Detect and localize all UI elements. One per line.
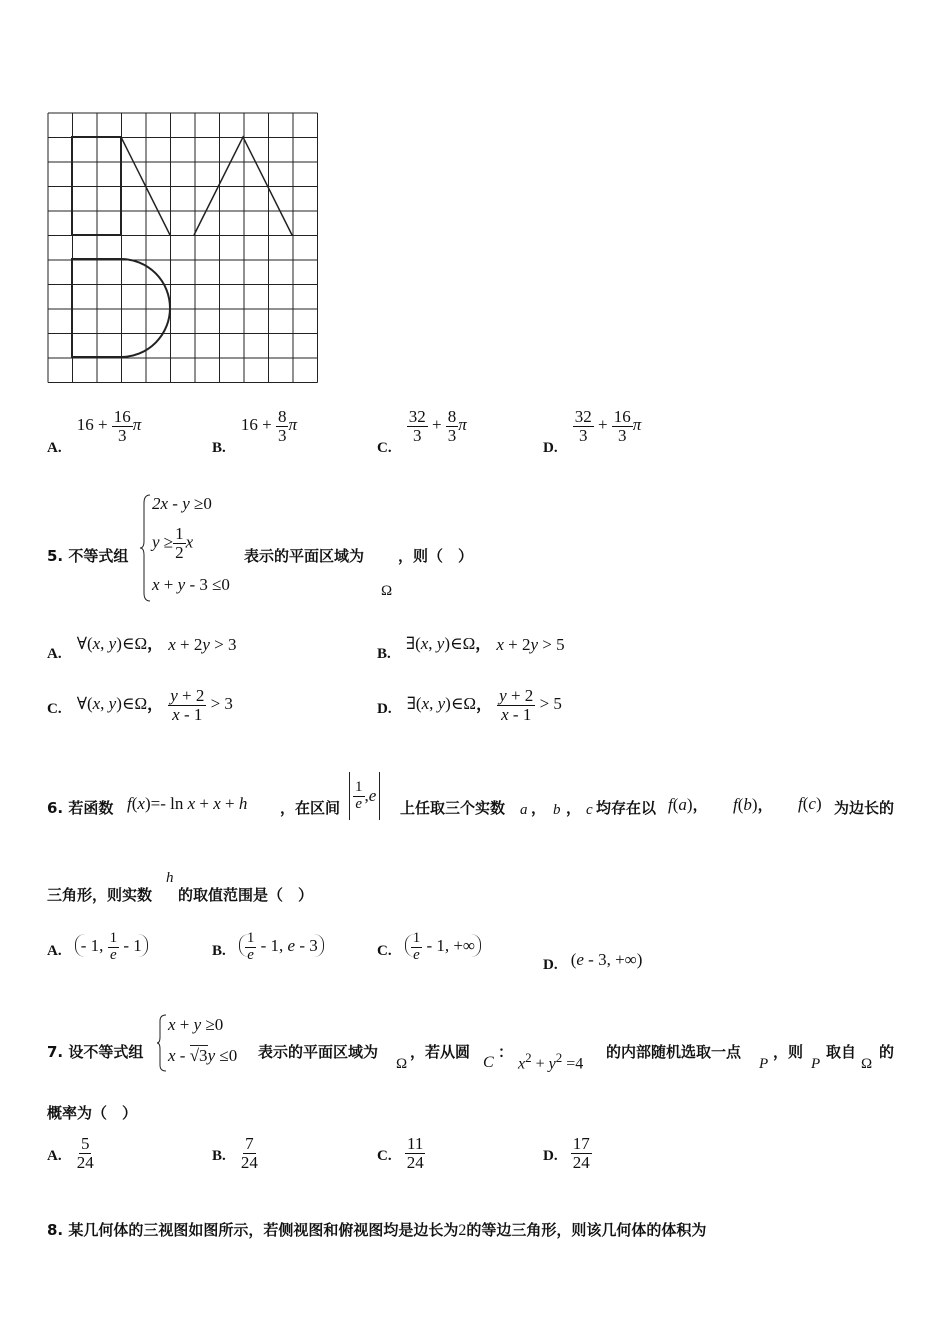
q6-text-4: 均存在以	[596, 799, 657, 817]
circle-equation: $x^2 + y^2 =4$	[518, 1050, 584, 1073]
q4-option-c[interactable]	[377, 407, 467, 457]
var-c: c	[586, 802, 593, 818]
question-number: 6.	[47, 799, 64, 817]
option-label: C.	[377, 1147, 392, 1164]
q7-text-3: ，若从圆	[410, 1043, 471, 1061]
q7-text-5: 的内部随机选取一点	[606, 1043, 742, 1061]
q6-function: f(x)=- ln x + x + h	[127, 794, 248, 813]
option-quant: ∃(x, y)∈Ω	[406, 694, 477, 714]
q5-option-b[interactable]: B. ∃(x, y)∈Ω， x + 2y > 5	[377, 634, 565, 662]
side-fa: f(a)，	[668, 795, 708, 814]
option-expr: (e - 3, +∞)	[570, 950, 643, 969]
q7-option-d[interactable]	[543, 1135, 592, 1172]
q5-option-c[interactable]: C. ∀(x, y)∈Ω， $\frac{y + 2}{x - 1}$ > 3	[47, 686, 233, 724]
q5-option-a[interactable]: A. ∀(x, y)∈Ω， x + 2y > 3	[47, 634, 237, 662]
omega-symbol: Ω	[396, 1056, 408, 1072]
three-view-figure	[47, 112, 321, 386]
q6-text-5: 为边长的	[834, 799, 895, 817]
question-text: 某几何体的三视图如图所示，若侧视图和俯视图均是边长为	[68, 1221, 459, 1239]
q7-text-8: 的	[879, 1043, 895, 1061]
option-quant: ∀(x, y)∈Ω	[76, 694, 148, 714]
point-p: P	[759, 1056, 769, 1072]
option-label: D.	[543, 957, 558, 973]
var-b: b	[553, 802, 561, 818]
option-expr: $\frac{1}{e}$ - 1, e - 3	[239, 934, 324, 957]
q7-option-b[interactable]	[212, 1135, 260, 1172]
q7-text-4: ：	[498, 1043, 514, 1061]
point-p: P	[811, 1056, 821, 1072]
side-fc: f(c)	[798, 794, 822, 813]
q6-line2b: 的取值范围是（ ）	[178, 886, 314, 904]
q5-stem-cont	[244, 545, 364, 566]
option-label: C.	[377, 440, 392, 457]
question-text: 不等式组	[68, 547, 129, 565]
q7-option-a[interactable]	[47, 1135, 96, 1172]
option-fraction: $\frac{7}{24}$	[240, 1134, 258, 1172]
var-h: h	[166, 870, 174, 886]
option-expr: - 1, $\frac{1}{e}$ - 1	[75, 934, 148, 957]
option-label: B.	[212, 440, 226, 457]
q5-ineq-3: x + y - 3 ≤0	[152, 575, 230, 594]
q6-text-3: 上任取三个实数	[400, 799, 506, 817]
grid-lines	[48, 113, 318, 383]
q7-option-c[interactable]	[377, 1135, 426, 1172]
question-text: 表示的平面区域为	[244, 547, 365, 565]
q6-option-c[interactable]	[377, 931, 481, 964]
option-cond: x + 2y > 3	[168, 635, 237, 654]
question-number: 8.	[47, 1221, 64, 1239]
q6-interval: $\frac{1}{e}$ , e	[349, 772, 380, 820]
q6-option-a[interactable]	[47, 931, 148, 964]
side-fb: f(b)，	[733, 795, 773, 814]
option-label: B.	[212, 943, 226, 960]
q7-ineq-2: x - √3y ≤0	[168, 1046, 238, 1065]
q7-text-6: ，则	[773, 1043, 804, 1061]
circle-c: C	[483, 1054, 494, 1071]
q5-stem-end: ，则（ ）	[398, 547, 474, 565]
option-label: B.	[212, 1147, 226, 1164]
option-label: D.	[543, 1147, 558, 1164]
option-expr: 16 + $\frac{8}{3}$ π	[240, 407, 297, 445]
q7-text-2: 表示的平面区域为	[258, 1043, 379, 1061]
q5-brace	[140, 493, 152, 603]
q4-option-b[interactable]	[212, 407, 297, 457]
q5-stem	[47, 545, 128, 566]
q7-ineq-1: x + y ≥0	[168, 1015, 224, 1034]
var-a: a	[520, 802, 528, 818]
question-text: 设不等式组	[68, 1043, 144, 1061]
option-label: A.	[47, 943, 62, 960]
q6-line2a: 三角形，则实数	[47, 886, 153, 904]
question-number: 7.	[47, 1043, 64, 1061]
side-length: 2	[458, 1222, 467, 1239]
omega-symbol: Ω	[861, 1056, 873, 1072]
q6-text-2: ，在区间	[280, 799, 341, 817]
q6-option-b[interactable]	[212, 931, 324, 964]
option-fraction: $\frac{17}{24}$	[572, 1134, 590, 1172]
option-label: D.	[543, 440, 558, 457]
option-label: A.	[47, 440, 62, 457]
q6-stem	[47, 797, 113, 818]
option-expr: $\frac{1}{e}$ - 1, +∞	[405, 934, 481, 957]
option-label: A.	[47, 1147, 62, 1164]
q5-option-d[interactable]: D. ∃(x, y)∈Ω， $\frac{y + 2}{x - 1}$ > 5	[377, 686, 562, 724]
q7-text-7: 取自	[826, 1043, 857, 1061]
option-expr: $\frac{32}{3}$ + $\frac{16}{3}$ π	[574, 407, 642, 445]
omega-symbol: Ω	[381, 583, 393, 599]
option-fraction: $\frac{5}{24}$	[76, 1134, 94, 1172]
option-label: B.	[377, 646, 391, 662]
option-label: C.	[377, 943, 392, 960]
q6-option-d[interactable]	[543, 950, 643, 973]
option-expr: $\frac{32}{3}$ + $\frac{8}{3}$ π	[408, 407, 467, 445]
question-text: 若函数	[68, 799, 114, 817]
option-label: D.	[377, 701, 392, 718]
option-cond: $\frac{y + 2}{x - 1}$ > 3	[170, 686, 233, 724]
question-number: 5.	[47, 547, 64, 565]
q7-stem	[47, 1041, 143, 1062]
option-fraction: $\frac{11}{24}$	[406, 1134, 424, 1172]
q7-line2: 概率为（ ）	[47, 1104, 138, 1122]
q5-ineq-1: 2x - y ≥0	[152, 494, 212, 513]
q8-stem	[47, 1219, 706, 1240]
option-quant: ∀(x, y)∈Ω	[76, 634, 148, 653]
option-label: A.	[47, 646, 62, 662]
option-cond: $\frac{y + 2}{x - 1}$ > 5	[499, 686, 562, 724]
question-text: 的等边三角形，则该几何体的体积为	[466, 1221, 707, 1239]
q5-ineq-2: y ≥ $\frac{1}{2}$ x	[152, 524, 194, 562]
option-quant: ∃(x, y)∈Ω	[405, 634, 476, 653]
q4-option-a[interactable]	[47, 407, 142, 457]
option-expr: 16 + $\frac{16}{3}$ π	[76, 407, 142, 445]
q4-option-d[interactable]	[543, 407, 642, 457]
option-label: C.	[47, 701, 62, 718]
option-cond: x + 2y > 5	[496, 635, 565, 654]
q7-brace	[157, 1014, 167, 1072]
